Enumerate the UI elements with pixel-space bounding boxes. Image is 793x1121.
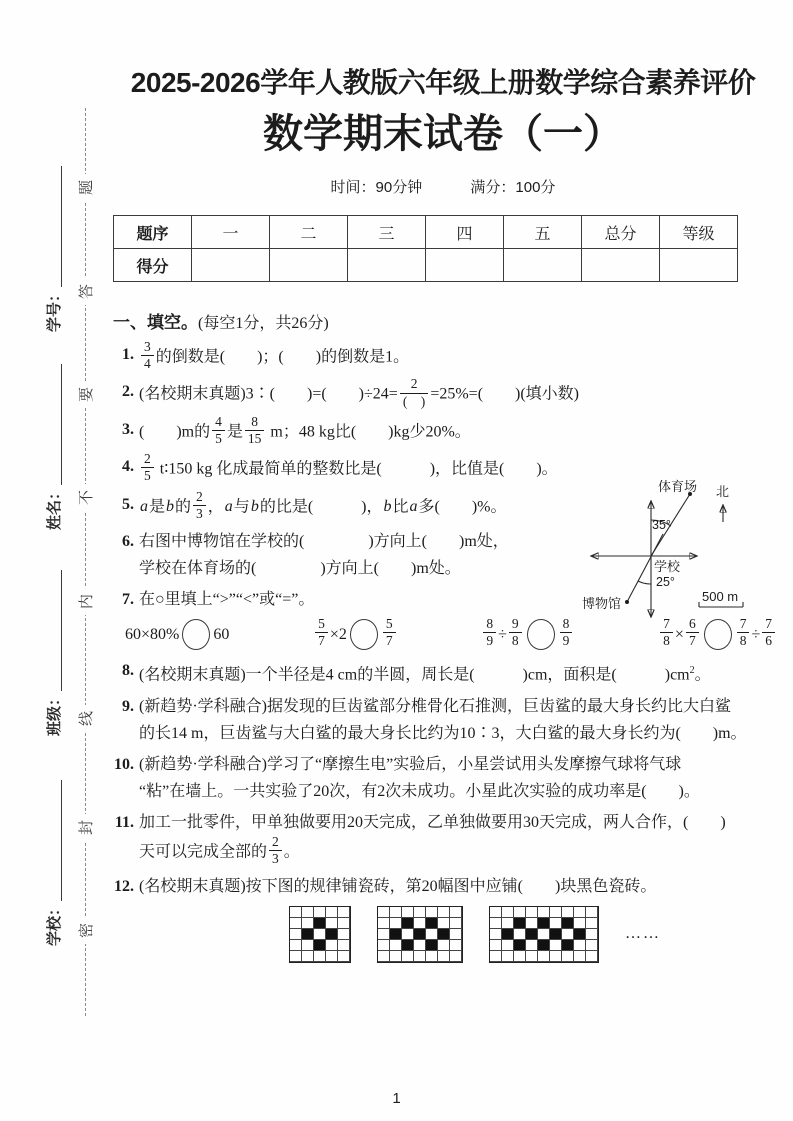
black-tile [314, 918, 326, 929]
white-tile [574, 907, 586, 918]
fraction-denominator: 15 [247, 430, 262, 446]
white-tile [390, 907, 402, 918]
white-tile [402, 929, 414, 940]
black-tile [538, 940, 550, 951]
white-tile [574, 951, 586, 962]
white-tile [302, 951, 314, 962]
fraction-numerator: 7 [762, 616, 775, 633]
seal-line-char: 线 [72, 705, 99, 732]
white-tile [426, 907, 438, 918]
student-field-label: 学号： [45, 286, 63, 332]
section-title: 一、填空。 [113, 313, 198, 332]
white-tile [438, 951, 450, 962]
score-table-section-cell: 五 [504, 216, 582, 249]
white-tile [378, 940, 390, 951]
fraction-numerator: 4 [212, 414, 225, 431]
score-table-section-cell: 一 [192, 216, 270, 249]
white-tile [450, 940, 462, 951]
question-text: 多( )%。 [418, 497, 507, 515]
question-item [113, 341, 773, 374]
question-text: (名校期末真题)一个半径是4 cm的半圆，周长是( )cm，面积是( )cm [139, 666, 690, 684]
student-field-label: 班级： [45, 690, 63, 736]
fraction-denominator: 7 [385, 633, 393, 649]
comparison-circle-blank [350, 619, 378, 650]
angle-25-label: 25° [656, 575, 675, 589]
question-number: 1. [122, 346, 134, 363]
white-tile [562, 907, 574, 918]
student-field-blank[interactable] [44, 364, 63, 485]
question-text: 右图中博物馆在学校的( )方向上( )m处， [139, 532, 509, 550]
full-score-label: 满分：100分 [470, 179, 556, 196]
tile-figure [377, 906, 463, 963]
score-empty-cell [426, 249, 504, 282]
white-tile [490, 907, 502, 918]
question-body [139, 413, 773, 449]
question-text: t∶150 kg 化成最简单的整数比是( )，比值是( )。 [155, 460, 558, 478]
student-field [37, 364, 69, 530]
stadium-label: 体育场 [658, 479, 698, 494]
fraction-denominator: 4 [144, 356, 151, 372]
fraction [483, 616, 496, 649]
white-tile [502, 940, 514, 951]
student-field-label: 姓名： [45, 484, 63, 530]
white-tile [490, 940, 502, 951]
museum-dot [625, 600, 629, 604]
white-tile [302, 907, 314, 918]
score-empty-cell [582, 249, 660, 282]
question-text: 比 [392, 497, 409, 515]
comparison-circle-blank [182, 619, 210, 650]
white-tile [438, 940, 450, 951]
white-tile [302, 940, 314, 951]
white-tile [526, 940, 538, 951]
white-tile [450, 918, 462, 929]
angle-35-label: 35° [652, 518, 671, 532]
exam-title: 数学期末试卷（一） [263, 112, 623, 156]
question-body [139, 873, 773, 900]
question-line [139, 833, 773, 869]
white-tile [414, 940, 426, 951]
white-tile [414, 907, 426, 918]
fraction-numerator: 9 [509, 616, 522, 633]
question-text: (名校期末真题)按下图的规律铺瓷砖，第20幅图中应铺( )块黑色瓷砖。 [139, 877, 657, 895]
black-tile [526, 929, 538, 940]
question-number: 3. [122, 420, 134, 438]
white-tile [414, 951, 426, 962]
student-field-label: 学校： [45, 900, 63, 946]
question-text: 的比是( )， [259, 497, 383, 515]
white-tile [290, 918, 302, 929]
fraction-denominator: ( ) [402, 393, 426, 409]
question-text: 加工一批零件，甲单独做要用20天完成，乙单独做要用30天完成，两人合作，( ) [139, 813, 726, 831]
question-line [139, 809, 773, 836]
student-field-blank[interactable] [44, 780, 63, 901]
white-tile [586, 951, 598, 962]
white-tile [378, 951, 390, 962]
white-tile [326, 951, 338, 962]
white-tile [502, 951, 514, 962]
black-tile [426, 940, 438, 951]
student-field [37, 166, 69, 332]
fraction-denominator: 8 [663, 633, 670, 649]
score-empty-cell [348, 249, 426, 282]
fraction-numerator: 6 [686, 616, 699, 633]
black-tile [514, 940, 526, 951]
white-tile [526, 951, 538, 962]
black-tile [390, 929, 402, 940]
question-line [139, 720, 773, 747]
question-item [113, 413, 773, 449]
white-tile [338, 929, 350, 940]
fraction-denominator: 8 [511, 633, 519, 649]
white-tile [514, 907, 526, 918]
variable: a [140, 497, 148, 515]
fraction-numerator: 7 [660, 616, 673, 633]
question-text: 的长14 m，巨齿鲨与大白鲨的最大身长比约为10∶3，大白鲨的最大身长约为( )m。 [139, 724, 747, 742]
score-table-section-cell: 等级 [660, 216, 738, 249]
white-tile [290, 929, 302, 940]
score-empty-cell [504, 249, 582, 282]
question-number: 2. [122, 383, 134, 401]
question-text: ÷ [751, 625, 761, 643]
white-tile [490, 918, 502, 929]
white-tile [550, 907, 562, 918]
fraction-numerator: 8 [245, 414, 265, 431]
fraction-denominator: 9 [562, 633, 570, 649]
fraction [383, 616, 396, 649]
black-tile [402, 940, 414, 951]
white-tile [586, 918, 598, 929]
black-tile [562, 918, 574, 929]
white-tile [426, 929, 438, 940]
black-tile [514, 918, 526, 929]
black-tile [502, 929, 514, 940]
white-tile [314, 929, 326, 940]
time-label: 时间：90分钟 [330, 179, 423, 196]
variable: b [383, 497, 392, 515]
white-tile [438, 907, 450, 918]
fraction-denominator: 7 [688, 633, 696, 649]
white-tile [586, 907, 598, 918]
white-tile [290, 907, 302, 918]
question-body [139, 378, 773, 411]
black-tile [426, 918, 438, 929]
seal-line-char: 密 [72, 917, 99, 944]
variable: b [166, 497, 175, 515]
black-tile [562, 940, 574, 951]
section-heading [113, 308, 773, 333]
question-item [113, 693, 773, 747]
score-table-section-cell: 三 [348, 216, 426, 249]
question-number: 6. [122, 532, 134, 550]
question-text: ， [207, 497, 224, 515]
question-number: 11. [114, 813, 134, 831]
question-text: (新趋势·学科融合)据发现的巨齿鲨部分椎骨化石推测，巨齿鲨的最大身长约比大白鲨 [139, 697, 731, 715]
question-text: 的 [175, 497, 192, 515]
student-field-blank[interactable] [44, 570, 63, 691]
fraction-numerator: 3 [141, 339, 154, 356]
white-tile [538, 907, 550, 918]
question-text: 学校在体育场的( )方向上( )m处。 [139, 559, 461, 577]
question-number: 4. [122, 458, 134, 476]
question-item [113, 751, 773, 805]
white-tile [514, 951, 526, 962]
seal-line-char: 答 [72, 278, 99, 305]
tile-figure [289, 906, 351, 963]
score-table [113, 215, 738, 282]
score-empty-cell [660, 249, 738, 282]
question-text: 的倒数是( )；( )的倒数是1。 [155, 348, 410, 366]
white-tile [338, 940, 350, 951]
student-field-blank[interactable] [44, 166, 63, 287]
question-number: 5. [122, 495, 134, 513]
white-tile [550, 918, 562, 929]
seal-dashed-line [85, 108, 86, 1016]
page-number: 1 [392, 1090, 401, 1107]
north-label: 北 [716, 484, 730, 499]
fraction-denominator: 6 [765, 633, 772, 649]
fraction-numerator: 2 [269, 834, 282, 851]
tile-pattern-figures [289, 906, 773, 963]
question-body [139, 809, 773, 869]
question-text: m；48 kg比( )kg少20%。 [266, 423, 471, 441]
seal-line-char: 不 [72, 484, 99, 511]
comparison-item [481, 615, 574, 651]
white-tile [390, 951, 402, 962]
white-tile [438, 918, 450, 929]
white-tile [338, 951, 350, 962]
fraction [315, 616, 328, 649]
black-tile [438, 929, 450, 940]
white-tile [390, 940, 402, 951]
variable: b [250, 497, 259, 515]
white-tile [514, 929, 526, 940]
seal-line-char: 封 [72, 814, 99, 841]
ellipsis-text: …… [625, 925, 661, 943]
question-body [139, 341, 773, 374]
question-line [139, 378, 773, 411]
question-text: 在○里填上“>”“<”或“=”。 [139, 590, 315, 608]
question-text: 。 [694, 666, 711, 684]
comparison-circle-blank [527, 619, 555, 650]
score-table-header-row [114, 216, 738, 249]
white-tile [550, 940, 562, 951]
score-table-section-cell: 二 [270, 216, 348, 249]
question-text: ( )m的 [139, 423, 211, 441]
fraction-numerator: 5 [383, 616, 396, 633]
white-tile [490, 951, 502, 962]
white-tile [574, 918, 586, 929]
question-line [139, 873, 773, 900]
question-number: 7. [122, 590, 134, 608]
question-item [113, 873, 773, 900]
white-tile [402, 907, 414, 918]
student-field [37, 780, 69, 946]
black-tile [550, 929, 562, 940]
fraction [400, 376, 429, 409]
angle-arc-25 [638, 581, 651, 584]
fraction [509, 616, 522, 649]
seal-line-char: 内 [72, 588, 99, 615]
white-tile [450, 951, 462, 962]
white-tile [290, 940, 302, 951]
fraction-numerator: 5 [315, 616, 328, 633]
question-text: 是 [226, 423, 243, 441]
question-line [139, 657, 773, 688]
fraction [141, 451, 154, 484]
white-tile [426, 951, 438, 962]
fraction-denominator: 3 [272, 850, 279, 866]
question-text: “粘”在墙上。一共实验了20次，有2次未成功。小星此次实验的成功率是( )。 [139, 782, 700, 800]
variable: a [224, 497, 233, 515]
fraction-numerator: 7 [737, 616, 750, 633]
black-tile [414, 929, 426, 940]
white-tile [378, 929, 390, 940]
question-text: 是 [149, 497, 166, 515]
white-tile [378, 918, 390, 929]
white-tile [574, 940, 586, 951]
question-body [139, 693, 773, 747]
question-line [139, 778, 773, 805]
white-tile [450, 929, 462, 940]
question-text: 60×80% [125, 625, 180, 643]
white-tile [338, 918, 350, 929]
seal-margin [0, 0, 110, 1121]
fraction-denominator: 5 [144, 468, 151, 484]
white-tile [562, 929, 574, 940]
question-text: 与 [233, 497, 250, 515]
fraction-numerator: 2 [400, 376, 429, 393]
fraction-denominator: 9 [486, 633, 494, 649]
white-tile [414, 918, 426, 929]
score-table-corner-cell: 题序 [114, 216, 192, 249]
white-tile [326, 907, 338, 918]
fraction-denominator: 7 [318, 633, 325, 649]
fraction [193, 489, 206, 522]
series-title: 2025-2026学年人教版六年级上册数学综合素养评价 [130, 67, 756, 98]
fraction-denominator: 8 [739, 633, 747, 649]
question-number: 8. [122, 662, 134, 680]
fraction-numerator: 2 [141, 451, 154, 468]
direction-map-figure [578, 460, 791, 628]
fraction-numerator: 8 [560, 616, 573, 633]
white-tile [326, 918, 338, 929]
scale-label: 500 m [702, 589, 739, 604]
fraction [212, 414, 225, 447]
white-tile [526, 918, 538, 929]
score-row-label: 得分 [114, 249, 192, 282]
question-text: 天可以完成全部的 [139, 842, 268, 860]
black-tile [302, 929, 314, 940]
question-body [139, 657, 773, 688]
seal-line-char: 要 [72, 381, 99, 408]
white-tile [378, 907, 390, 918]
score-table-score-row [114, 249, 738, 282]
white-tile [586, 929, 598, 940]
fraction [269, 834, 282, 867]
white-tile [338, 907, 350, 918]
seal-line-char: 题 [72, 174, 99, 201]
question-number: 9. [122, 697, 134, 715]
tile-figure [489, 906, 599, 963]
question-text: ×2 [329, 625, 347, 643]
question-item [113, 809, 773, 869]
question-item [113, 657, 773, 688]
white-tile [326, 940, 338, 951]
fraction-numerator: 8 [483, 616, 496, 633]
white-tile [502, 918, 514, 929]
score-table-section-cell: 总分 [582, 216, 660, 249]
student-field [37, 570, 69, 736]
white-tile [502, 907, 514, 918]
school-label: 学校 [654, 559, 681, 574]
question-line [139, 693, 773, 720]
question-text: 。 [283, 842, 300, 860]
question-text: × [674, 625, 684, 643]
question-text: ÷ [498, 625, 507, 643]
exam-meta [113, 176, 773, 197]
question-line [139, 341, 773, 374]
question-number: 10. [114, 755, 134, 773]
question-line [139, 751, 773, 778]
score-empty-cell [192, 249, 270, 282]
white-tile [538, 929, 550, 940]
white-tile [550, 951, 562, 962]
black-tile [314, 940, 326, 951]
score-table-section-cell: 四 [426, 216, 504, 249]
white-tile [490, 929, 502, 940]
white-tile [290, 951, 302, 962]
white-tile [314, 907, 326, 918]
comparison-item [125, 619, 229, 650]
score-empty-cell [270, 249, 348, 282]
fraction-denominator: 3 [196, 505, 203, 521]
question-line [139, 413, 773, 449]
superscript: 2 [689, 665, 695, 677]
white-tile [314, 951, 326, 962]
white-tile [538, 951, 550, 962]
question-text: =25%=( )(填小数) [430, 385, 580, 403]
white-tile [526, 907, 538, 918]
white-tile [302, 918, 314, 929]
white-tile [390, 918, 402, 929]
fraction [245, 414, 265, 447]
white-tile [586, 940, 598, 951]
black-tile [538, 918, 550, 929]
question-text: (新趋势·学科融合)学习了“摩擦生电”实验后，小星尝试用头发摩擦气球将气球 [139, 755, 682, 773]
black-tile [402, 918, 414, 929]
white-tile [402, 951, 414, 962]
fraction [141, 339, 154, 372]
black-tile [574, 929, 586, 940]
museum-label: 博物馆 [582, 596, 622, 611]
question-body [139, 751, 773, 805]
question-number: 12. [114, 877, 134, 895]
black-tile [326, 929, 338, 940]
white-tile [562, 951, 574, 962]
white-tile [450, 907, 462, 918]
fraction-numerator: 2 [193, 489, 206, 506]
section-note: (每空1分，共26分) [198, 315, 329, 332]
question-text: (名校期末真题)3∶( )=( )÷24= [139, 385, 398, 403]
comparison-item [313, 615, 398, 651]
question-text: 60 [213, 625, 230, 643]
fraction-denominator: 5 [215, 430, 222, 446]
variable: a [409, 497, 418, 515]
fraction [560, 616, 573, 649]
question-item [113, 378, 773, 411]
